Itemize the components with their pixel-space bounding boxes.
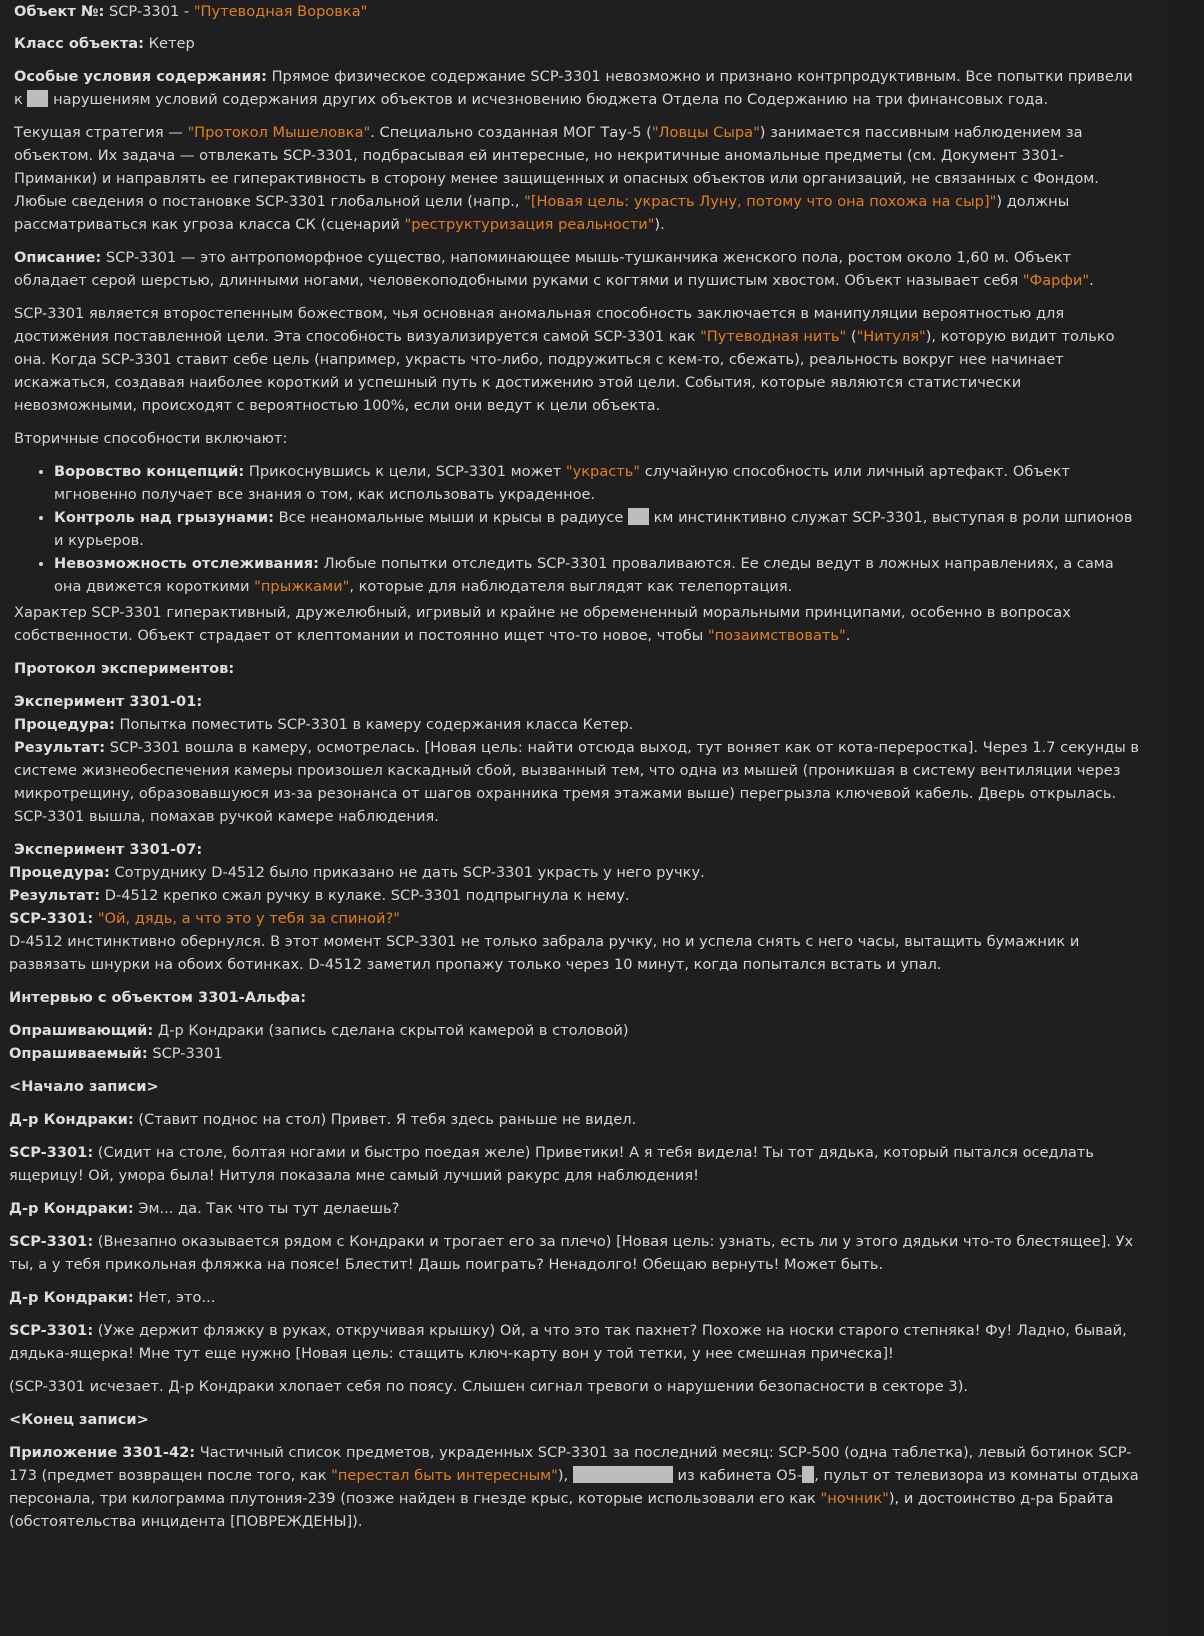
- exp1-result: [14, 736, 1144, 828]
- appendix-paragraph: [9, 1441, 1144, 1533]
- goal-example: "[Новая цель: украсть Луну, потому что она похожа на сыр]": [524, 193, 997, 210]
- redaction-block: [802, 1466, 814, 1483]
- self-name: "Фарфи": [1022, 272, 1090, 289]
- protocol-name: "Протокол Мышеловка": [187, 124, 371, 141]
- speech-text: (Внезапно оказывается рядом с Кондраки и трогает его за плечо) [Новая цель: узнать, есть ли у этого дядьки что-то блестящее]. Ух ты, а у тебя прикольная фляжка на поясе! Блестит! Дашь поиграть? Ненадолго! Обещаю вернуть! Может быть.: [9, 1233, 1134, 1273]
- speaker-label: Д-р Кондраки:: [9, 1200, 134, 1217]
- experiments-heading: Протокол экспериментов:: [14, 660, 235, 677]
- result-label: Результат:: [14, 739, 106, 756]
- speech-text: (Сидит на столе, болтая ногами и быстро поедая желе) Приветики! А я тебя видела! Ты тот дядька, который пытался оседлать ящерицу! Ой, умора была! Нитуля показала мне самый лучший ракурс для наблюдения!: [9, 1144, 1094, 1184]
- containment-label: Особые условия содержания:: [14, 68, 267, 85]
- list-item: [54, 506, 1144, 552]
- transcript-line: [9, 1286, 1144, 1309]
- record-end-text: <Конец записи>: [9, 1411, 149, 1428]
- containment-paragraph: [14, 65, 1144, 111]
- character-paragraph: [14, 601, 1144, 647]
- interviewer-text: Д-р Кондраки (запись сделана скрытой камерой в столовой): [153, 1022, 629, 1039]
- object-label: Объект №:: [14, 3, 105, 20]
- character-highlight: "позаимствовать": [707, 627, 846, 644]
- experiment-2-block: [9, 838, 1144, 1533]
- appendix-text: ), и достоинство д-ра Брайта (обстоятельства инцидента [ПОВРЕЖДЕНЫ]).: [9, 1490, 1114, 1530]
- character-text: Характер SCP-3301 гиперактивный, дружелюбный, игривый и крайне не обремененный моральными принципами, особенно в вопросах собственности. Объект страдает от клептомании и постоянно ищет что-то новое, чтобы: [14, 604, 1071, 644]
- description-text: SCP-3301 — это антропоморфное существо, напоминающее мышь-тушканчика женского пола, ростом около 1,60 м. Объект обладает серой шерстью, длинными ногами, человекоподобными руками с когтями и пушистым хвостом. Объект называет себя: [14, 249, 1071, 289]
- ability-desc: км инстинктивно служат SCP-3301, выступая в роли шпионов и курьеров.: [54, 509, 1133, 549]
- ability-label: Воровство концепций:: [54, 463, 245, 480]
- appendix-text: , пульт от телевизора из комнаты отдыха персонала, три килограмма плутония-239 (позже найден в гнезде крыс, которые использовали его как: [9, 1467, 1139, 1507]
- ability-label: Невозможность отслеживания:: [54, 555, 319, 572]
- strategy-paragraph: [14, 121, 1144, 236]
- speaker-label: SCP-3301:: [9, 1144, 94, 1161]
- record-start: [9, 1075, 1144, 1098]
- transcript-line: [9, 1197, 1144, 1220]
- ability-desc: случайную способность или личный артефакт. Объект мгновенно получает все знания о том, как использовать украденное.: [54, 463, 1070, 503]
- appendix-highlight: "перестал быть интересным": [331, 1467, 558, 1484]
- appendix-text: из кабинета O5-: [672, 1467, 803, 1484]
- speech-text: (Ставит поднос на стол) Привет. Я тебя здесь раньше не видел.: [133, 1111, 637, 1128]
- object-class-line: [14, 32, 1144, 55]
- result-text: D-4512 крепко сжал ручку в кулаке. SCP-3301 подпрыгнула к нему.: [100, 887, 630, 904]
- containment-text: Прямое физическое содержание SCP-3301 невозможно и признано контрпродуктивным. Все попытки привели к: [14, 68, 1133, 108]
- transcript-line: [9, 1141, 1144, 1187]
- strategy-text: Текущая стратегия —: [14, 124, 188, 141]
- ability-desc: , которые для наблюдателя выглядят как телепортация.: [349, 578, 793, 595]
- interviewee-label: Опрашиваемый:: [9, 1045, 148, 1062]
- ability-desc: Все неаномальные мыши и крысы в радиусе: [273, 509, 628, 526]
- class-value: Кетер: [143, 35, 195, 52]
- exp2-result: [9, 884, 1144, 907]
- description-text: .: [1089, 272, 1094, 289]
- exp2-outcome: D-4512 инстинктивно обернулся. В этот момент SCP-3301 не только забрала ручку, но и успела снять с него часы, вытащить бумажник и развязать шнурки на обоих ботинках. D-4512 заметил пропажу только через 10 минут, когда попытался встать и упал.: [9, 933, 1080, 973]
- procedure-text: Попытка поместить SCP-3301 в камеру содержания класса Кетер.: [114, 716, 634, 733]
- abilities-list: [14, 460, 1144, 598]
- ability-highlight: "украсть": [565, 463, 641, 480]
- procedure-label: Процедура:: [9, 864, 110, 881]
- appendix-highlight: "ночник": [820, 1490, 889, 1507]
- interview-heading: Интервью с объектом 3301-Альфа:: [9, 989, 307, 1006]
- appendix-label: Приложение 3301-42:: [9, 1444, 196, 1461]
- containment-text-cont: нарушениям условий содержания других объектов и исчезновению бюджета Отдела по Содержанию на три финансовых года.: [48, 91, 1049, 108]
- speech-text: (Уже держит фляжку в руках, откручивая крышку) Ой, а что это так пахнет? Похоже на носки старого степняка! Фу! Ладно, бывай, дядька-ящерка! Мне тут еще нужно [Новая цель: стащить ключ-карту вон у той тетки, у нее смешная прическа]!: [9, 1322, 1127, 1362]
- interviewee-text: SCP-3301: [147, 1045, 223, 1062]
- exp2-title: [14, 838, 1144, 861]
- secondary-intro: Вторичные способности включают:: [14, 430, 288, 447]
- experiments-title: [14, 657, 1144, 680]
- scenario-name: "реструктуризация реальности": [404, 216, 655, 233]
- scrollbar-track[interactable]: [1168, 0, 1204, 1636]
- exp2-quote-line: [9, 907, 1144, 930]
- strategy-text: . Специально созданная МОГ Тау-5 (: [370, 124, 652, 141]
- transcript-line: [9, 1319, 1144, 1365]
- result-label: Результат:: [9, 887, 101, 904]
- speaker-label: Д-р Кондраки:: [9, 1289, 134, 1306]
- ability-label: Контроль над грызунами:: [54, 509, 274, 526]
- record-start-text: <Начало записи>: [9, 1078, 159, 1095]
- speaker-label: SCP-3301:: [9, 1322, 94, 1339]
- object-number: SCP-3301 -: [104, 3, 194, 20]
- exp1-procedure: [14, 713, 1144, 736]
- procedure-text: Сотруднику D-4512 было приказано не дать SCP-3301 украсть у него ручку.: [109, 864, 705, 881]
- speaker-label: Д-р Кондраки:: [9, 1111, 134, 1128]
- redaction-block: [573, 1466, 673, 1483]
- ability-desc: Прикоснувшись к цели, SCP-3301 может: [244, 463, 566, 480]
- ability-paragraph: [14, 302, 1144, 417]
- narration-line: (SCP-3301 исчезает. Д-р Кондраки хлопает себя по поясу. Слышен сигнал тревоги о нарушении безопасности в секторе 3).: [9, 1378, 969, 1395]
- character-text: .: [845, 627, 851, 644]
- procedure-label: Процедура:: [14, 716, 115, 733]
- speaker-label: SCP-3301:: [9, 1233, 94, 1250]
- strategy-text: ) должны рассматриваться как угроза класса СК (сценарий: [14, 193, 1070, 233]
- redaction-block: [27, 90, 48, 107]
- ability-text: SCP-3301 является второстепенным божеством, чья основная аномальная способность заключается в манипуляции вероятностью для достижения поставленной цели. Эта способность визуализируется самой SCP-3301 как: [14, 305, 1065, 345]
- quote-text: "Ой, дядь, а что это у тебя за спиной?": [97, 910, 400, 927]
- redaction-block: [628, 508, 649, 525]
- transcript-line: [9, 1230, 1144, 1276]
- appendix-text: ),: [557, 1467, 573, 1484]
- thread-name: "Путеводная нить": [700, 328, 847, 345]
- ability-highlight: "прыжками": [254, 578, 350, 595]
- object-title-line: [14, 0, 1144, 23]
- object-name: "Путеводная Воровка": [193, 3, 368, 20]
- strategy-text: ).: [654, 216, 665, 233]
- description-label: Описание:: [14, 249, 102, 266]
- speech-text: Нет, это...: [133, 1289, 216, 1306]
- interview-meta: [9, 1019, 1144, 1065]
- scp-document: [9, 0, 1144, 1543]
- interview-title: [9, 986, 1144, 1009]
- description-paragraph: [14, 246, 1144, 292]
- list-item: [54, 552, 1144, 598]
- record-end: [9, 1408, 1144, 1431]
- exp2-heading: Эксперимент 3301-07:: [14, 841, 203, 858]
- strategy-text: ) занимается пассивным наблюдением за объектом. Их задача — отвлекать SCP-3301, подбрасывая ей интересные, но некритичные аномальные предметы (см. Документ 3301-Приманки) и направлять ее гиперактивность в сторону менее защищенных и опасных объектов или организаций, не связанных с Фондом. Любые сведения о постановке SCP-3301 глобальной цели (напр.,: [14, 124, 1099, 210]
- transcript-line: [9, 1108, 1144, 1131]
- speaker-label: SCP-3301:: [9, 910, 94, 927]
- speech-text: Эм... да. Так что ты тут делаешь?: [133, 1200, 400, 1217]
- appendix-text: Частичный список предметов, украденных SCP-3301 за последний месяц: SCP-500 (одна таблетка), левый ботинок SCP-173 (предмет возвращен после того, как: [9, 1444, 1132, 1484]
- interviewer-label: Опрашивающий:: [9, 1022, 154, 1039]
- ability-text: ), которую видит только она. Когда SCP-3301 ставит себе цель (например, украсть что-либо, подружиться с кем-то, сбежать), реальность вокруг нее начинает искажаться, создавая наиболее короткий и успешный путь к достижению этой цели. События, которые являются статистически невозможными, происходят с вероятностью 100%, если они ведут к цели объекта.: [14, 328, 1115, 414]
- mog-name: "Ловцы Сыра": [651, 124, 760, 141]
- exp1-heading: Эксперимент 3301-01:: [14, 693, 203, 710]
- result-text: SCP-3301 вошла в камеру, осмотрелась. [Новая цель: найти отсюда выход, тут воняет как от кота-переростка]. Через 1.7 секунды в системе жизнеобеспечения камеры произошел каскадный сбой, вызванный тем, что одна из мышей (проникшая в систему вентиляции через микротрещину, образовавшуюся из-за резонанса от шагов охранника тремя этажами выше) перегрызла ключевой кабель. Дверь открылась. SCP-3301 вышла, помахав ручкой камере наблюдения.: [14, 739, 1140, 825]
- class-label: Класс объекта:: [14, 35, 144, 52]
- exp1-title: [14, 690, 1144, 713]
- exp2-procedure: [9, 861, 1144, 884]
- ability-desc: Любые попытки отследить SCP-3301 проваливаются. Ее следы ведут в ложных направлениях, а сама она движется короткими: [54, 555, 1114, 595]
- ability-text: (: [846, 328, 857, 345]
- list-item: [54, 460, 1144, 506]
- thread-alias: "Нитуля": [856, 328, 926, 345]
